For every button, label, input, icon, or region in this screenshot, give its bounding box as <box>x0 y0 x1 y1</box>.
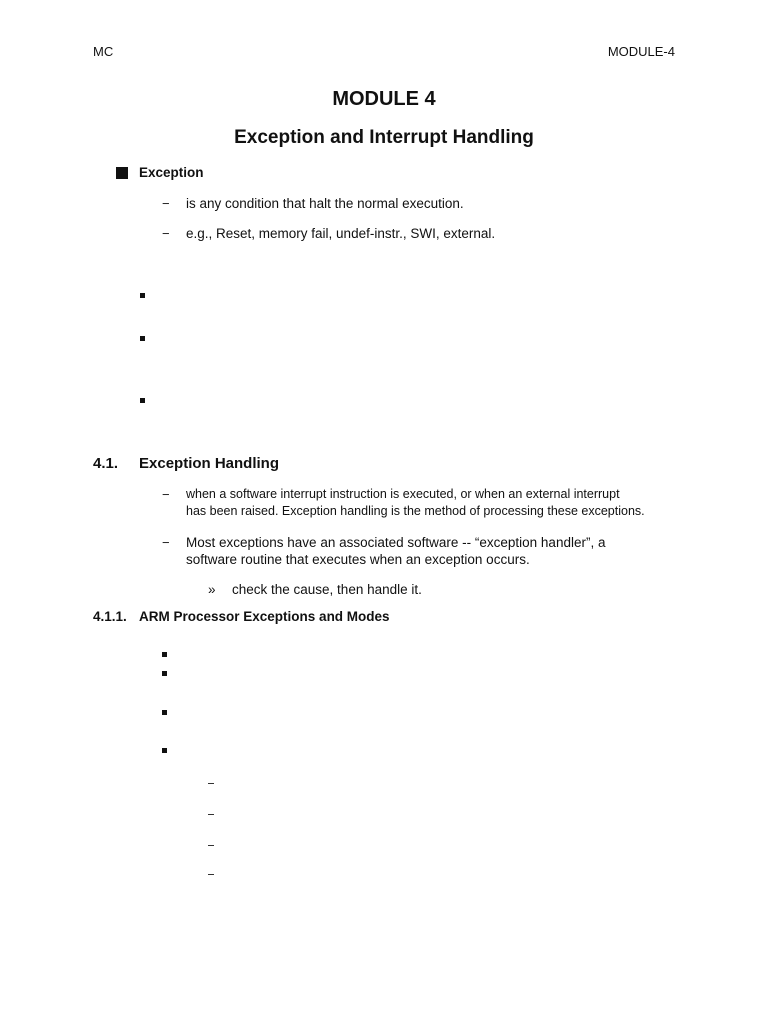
handling-point-1-line-1: when a software interrupt instruction is executed, or when an external interrupt <box>186 487 620 501</box>
page-subtitle: Exception and Interrupt Handling <box>234 127 534 148</box>
exception-point-1: is any condition that halt the normal execution. <box>186 196 464 211</box>
subsection-title: ARM Processor Exceptions and Modes <box>139 609 390 624</box>
chevron-right-icon: » <box>208 582 216 597</box>
square-bullet-icon <box>116 167 128 179</box>
header-right: MODULE-4 <box>607 44 675 59</box>
dash-icon: − <box>162 487 170 502</box>
page-title: MODULE 4 <box>332 88 436 110</box>
dash-icon: − <box>162 226 170 241</box>
section-title: Exception Handling <box>139 455 280 472</box>
exception-heading: Exception <box>139 165 204 180</box>
handling-point-2-line-2: software routine that executes when an exception occurs. <box>186 552 530 567</box>
dash-icon: − <box>162 196 170 211</box>
handling-point-1-line-2: has been raised. Exception handling is the method of processing these exceptions. <box>186 504 645 518</box>
dash-icon <box>208 814 214 815</box>
small-bullet-icon <box>140 398 145 403</box>
handling-subpoint: check the cause, then handle it. <box>232 582 422 597</box>
dash-icon: − <box>162 535 170 550</box>
small-bullet-icon <box>162 652 167 657</box>
small-bullet-icon <box>162 710 167 715</box>
small-bullet-icon <box>162 671 167 676</box>
small-bullet-icon <box>162 748 167 753</box>
small-bullet-icon <box>140 336 145 341</box>
dash-icon <box>208 874 214 875</box>
small-bullet-icon <box>140 293 145 298</box>
exception-point-2: e.g., Reset, memory fail, undef-instr., SWI, external. <box>186 226 496 241</box>
dash-icon <box>208 783 214 784</box>
subsection-number: 4.1.1. <box>93 609 127 624</box>
header-left: MC <box>93 44 114 59</box>
handling-point-2-line-1: Most exceptions have an associated software -- “exception handler”, a <box>186 535 606 550</box>
section-number: 4.1. <box>93 455 119 472</box>
dash-icon <box>208 845 214 846</box>
